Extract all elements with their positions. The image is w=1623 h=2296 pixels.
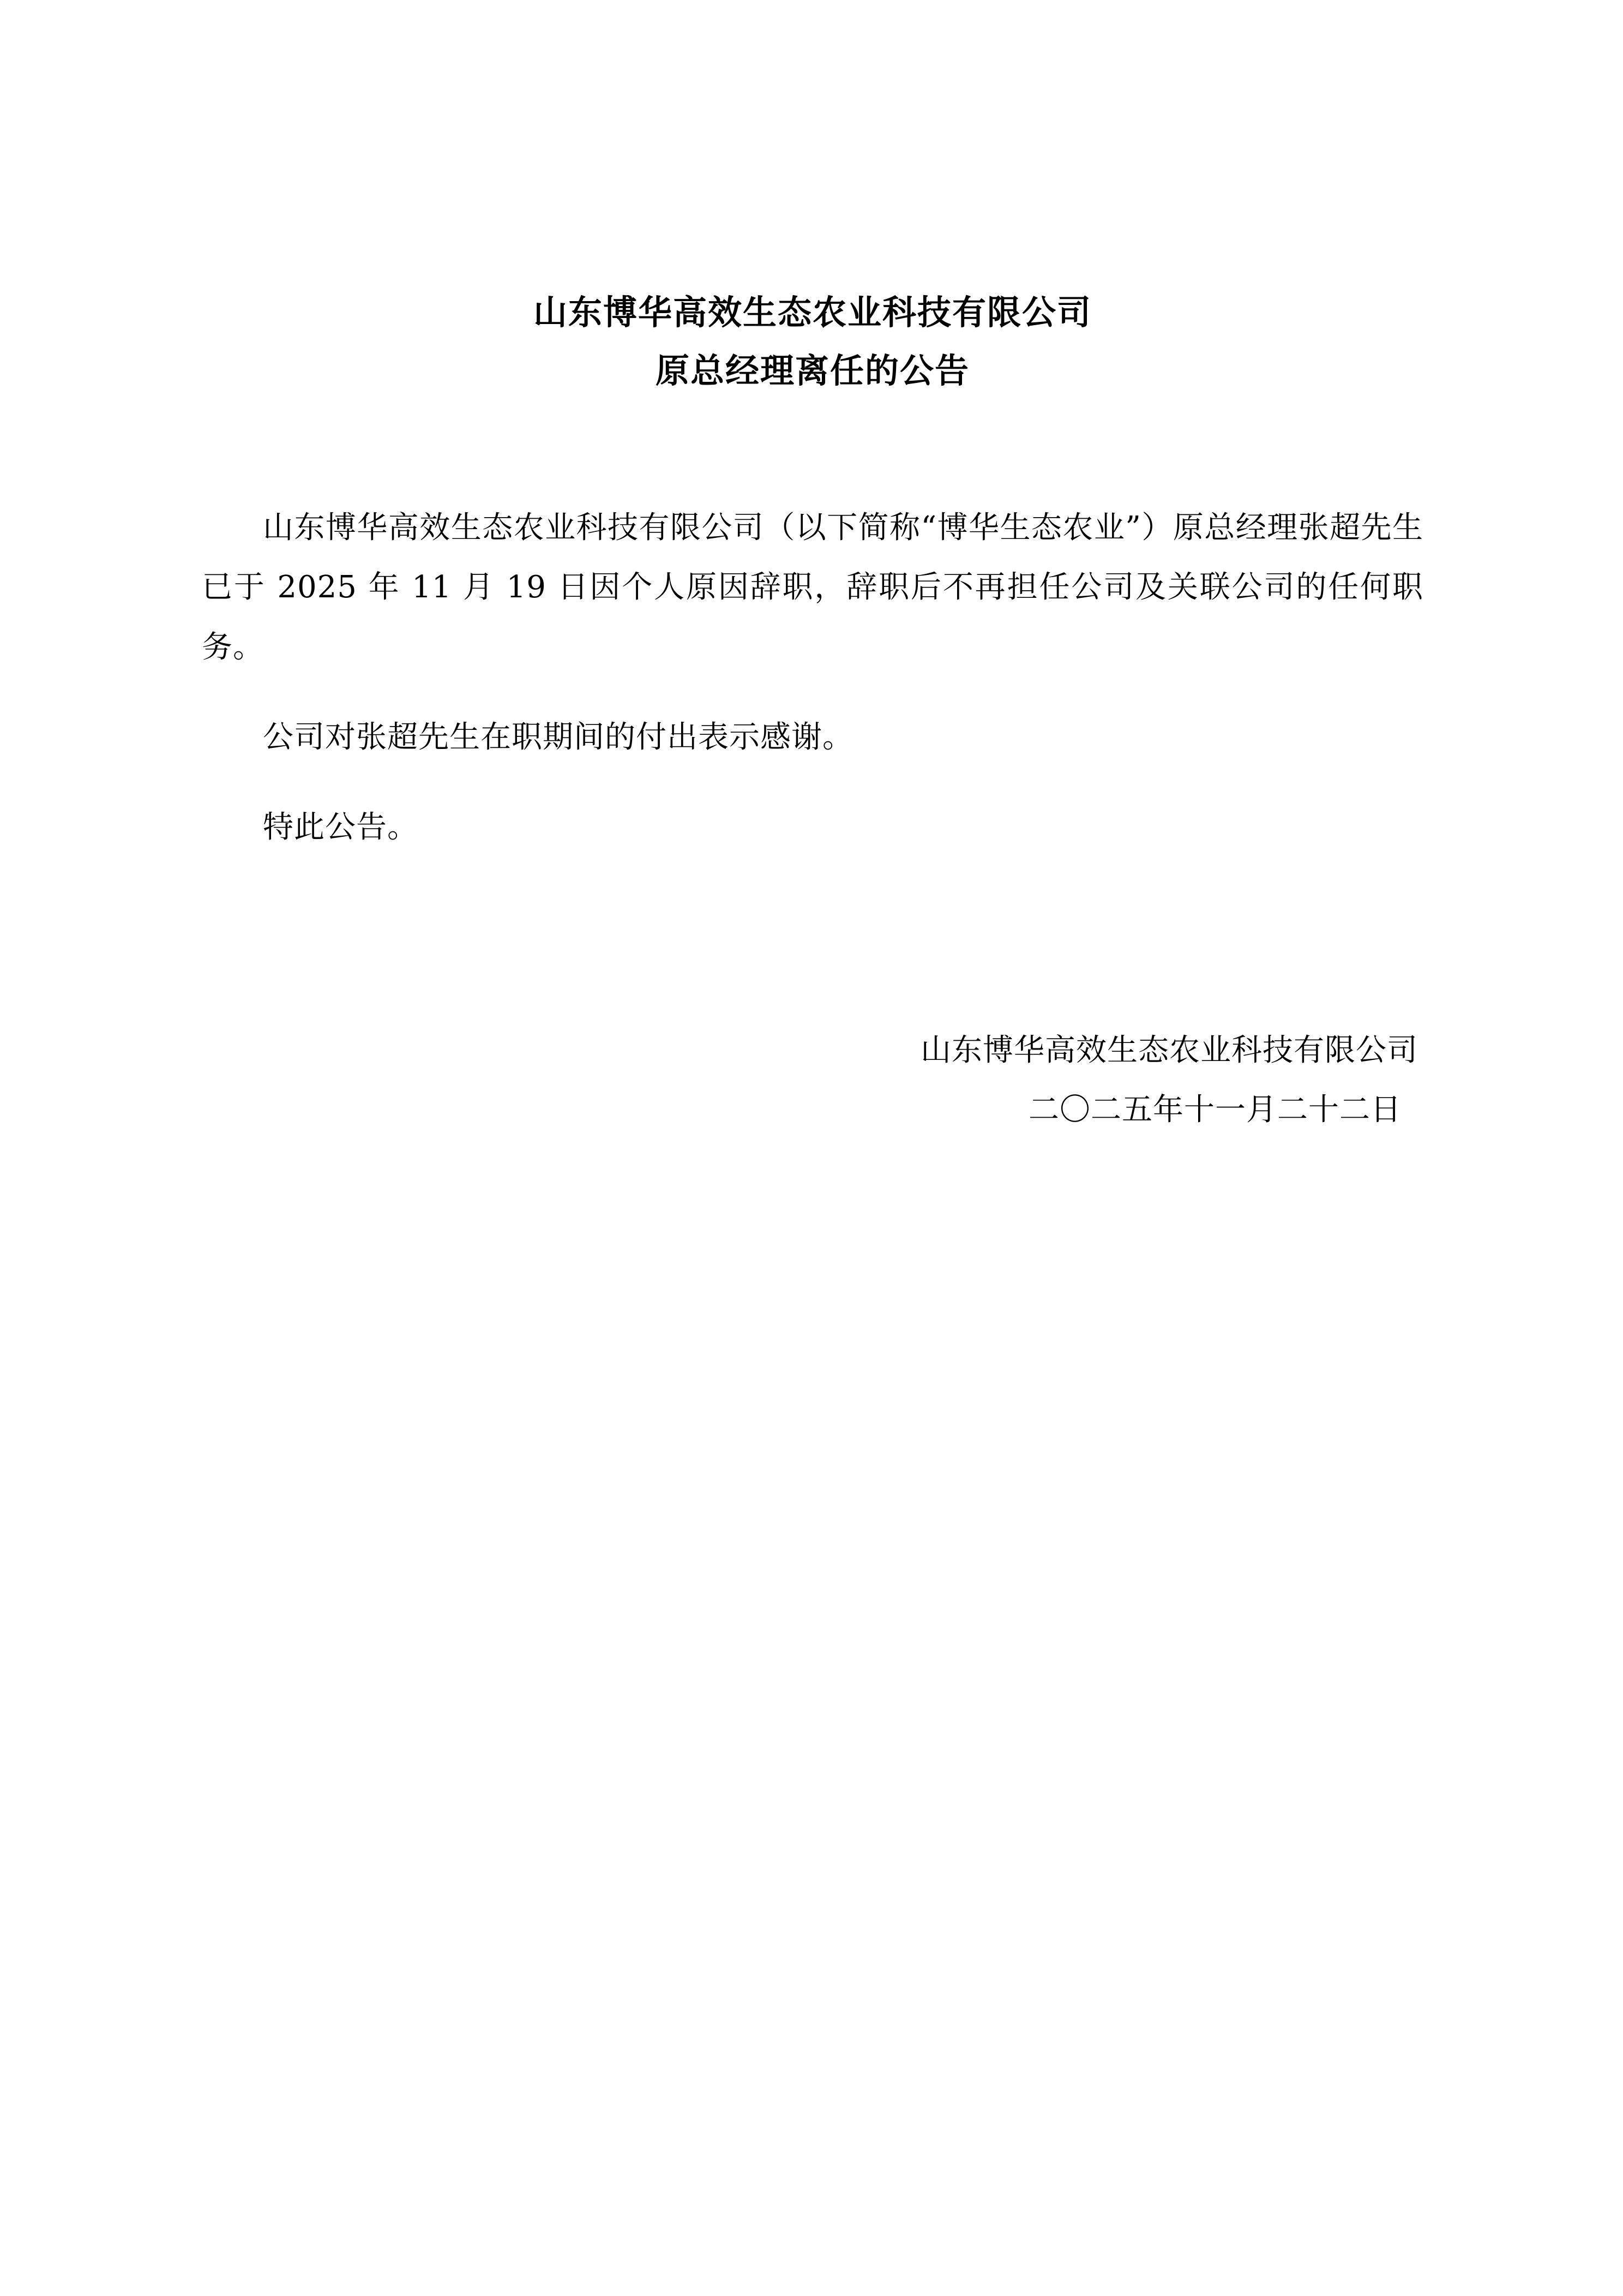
document-body [202,498,1423,857]
document-signature [202,1021,1423,1140]
body-paragraph-2: 公司对张超先生在职期间的付出表示感谢。 [263,719,853,755]
signature-company: 山东博华高效生态农业科技有限公司 [921,1033,1418,1069]
title-line-2: 原总经理离任的公告 [655,350,970,391]
document-title [202,284,1423,400]
body-paragraph-1: 山东博华高效生态农业科技有限公司（以下简称“博华生态农业”）原总经理张超先生已于 2025 年 11 月 19 日因个人原因辞职，辞职后不再担任公司及关联公司的任何职务。 [202,510,1423,665]
title-line-1: 山东博华高效生态农业科技有限公司 [533,292,1092,332]
signature-date: 二〇二五年十一月二十二日 [1029,1092,1402,1128]
body-paragraph-3: 特此公告。 [263,810,418,845]
document-content [202,0,1423,1140]
